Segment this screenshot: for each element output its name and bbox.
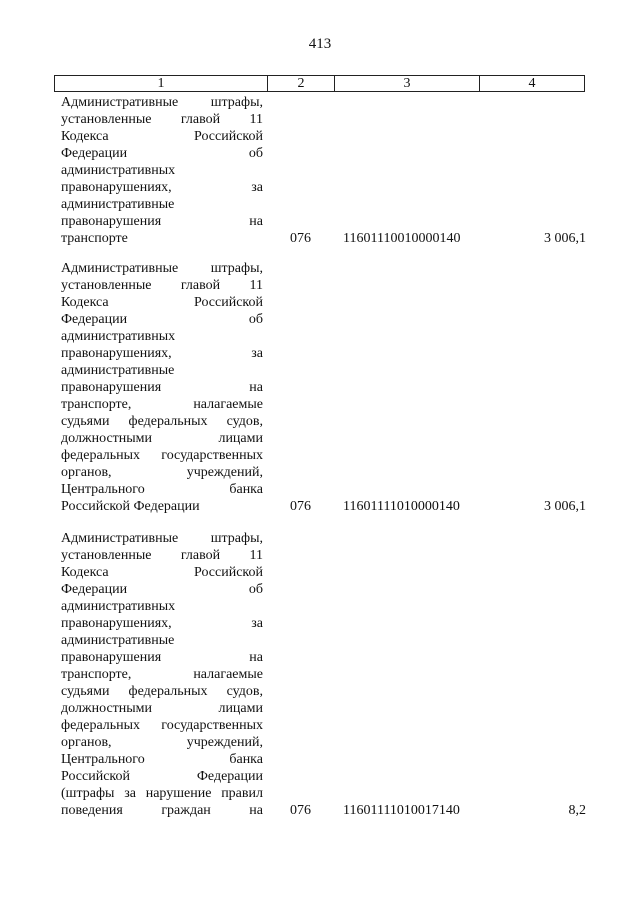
row-1-description xyxy=(61,94,263,247)
header-col-3: 3 xyxy=(335,76,480,91)
row-3-code: 076 xyxy=(290,803,311,818)
row-2-amount: 3 006,1 xyxy=(544,499,586,514)
row-3-line: должностными лицами xyxy=(61,701,263,716)
row-1-line: Федерации об xyxy=(61,146,263,161)
row-2-line: должностными лицами xyxy=(61,431,263,446)
header-col-1: 1 xyxy=(55,76,268,91)
row-1-code: 076 xyxy=(290,231,311,246)
table-header xyxy=(54,75,585,92)
row-1-line: Административные штрафы, xyxy=(61,95,263,110)
row-3-line: Федерации об xyxy=(61,582,263,597)
row-3-line: административные xyxy=(61,633,175,648)
row-3-line: правонарушения на xyxy=(61,650,263,665)
row-2-line: правонарушениях, за xyxy=(61,346,263,361)
row-3-line: органов, учреждений, xyxy=(61,735,263,750)
header-col-2: 2 xyxy=(268,76,335,91)
row-1-line: административные xyxy=(61,197,175,212)
row-1-kbk: 11601110010000140 xyxy=(343,231,461,246)
row-3-amount: 8,2 xyxy=(568,803,586,818)
row-2-line: правонарушения на xyxy=(61,380,263,395)
row-3-description xyxy=(61,530,263,819)
row-1-line: установленные главой 11 xyxy=(61,112,263,127)
row-2-line: Федерации об xyxy=(61,312,263,327)
row-2-line: Административные штрафы, xyxy=(61,261,263,276)
row-2-line: Кодекса Российской xyxy=(61,295,263,310)
row-3-line: транспорте, налагаемые xyxy=(61,667,263,682)
row-3-line: поведения граждан на xyxy=(61,803,263,818)
row-3-line: Центрального банка xyxy=(61,752,263,767)
row-3-line: Российской Федерации xyxy=(61,769,263,784)
row-2-line: судьями федеральных судов, xyxy=(61,414,263,429)
row-1-line: административных xyxy=(61,163,176,178)
row-1-line: правонарушения на xyxy=(61,214,263,229)
row-2-line: Российской Федерации xyxy=(61,499,200,514)
row-2-line: административные xyxy=(61,363,175,378)
row-1-line: транспорте xyxy=(61,231,128,246)
row-2-line: Центрального банка xyxy=(61,482,263,497)
row-3-line: установленные главой 11 xyxy=(61,548,263,563)
row-1-line: Кодекса Российской xyxy=(61,129,263,144)
row-2-kbk: 11601111010000140 xyxy=(343,499,460,514)
row-3-line: административных xyxy=(61,599,176,614)
row-3-line: Административные штрафы, xyxy=(61,531,263,546)
row-3-line: правонарушениях, за xyxy=(61,616,263,631)
header-col-4: 4 xyxy=(528,76,536,91)
row-2-line: транспорте, налагаемые xyxy=(61,397,263,412)
row-2-code: 076 xyxy=(290,499,311,514)
row-3-kbk: 11601111010017140 xyxy=(343,803,460,818)
row-1-line: правонарушениях, за xyxy=(61,180,263,195)
row-2-line: административных xyxy=(61,329,176,344)
row-3-line: (штрафы за нарушение правил xyxy=(61,786,263,801)
row-2-line: органов, учреждений, xyxy=(61,465,263,480)
row-2-description xyxy=(61,260,263,515)
row-3-line: Кодекса Российской xyxy=(61,565,263,580)
row-2-line: федеральных государственных xyxy=(61,448,263,463)
row-2-line: установленные главой 11 xyxy=(61,278,263,293)
row-3-line: федеральных государственных xyxy=(61,718,263,733)
row-1-amount: 3 006,1 xyxy=(544,231,586,246)
page-number: 413 xyxy=(308,36,332,52)
row-3-line: судьями федеральных судов, xyxy=(61,684,263,699)
